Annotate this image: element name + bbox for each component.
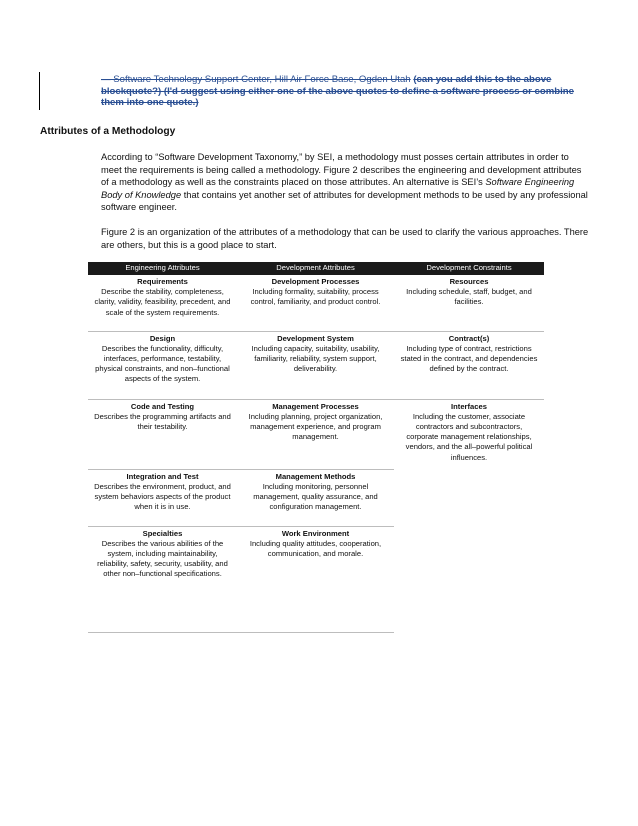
cell-title: Contract(s) — [448, 333, 490, 343]
table-cell — [237, 526, 394, 632]
cell-desc: Describes the functionality, difficulty, interfaces, performance, testability, physical constraints, and non–functional aspects of the system. — [95, 343, 230, 384]
quote-attribution: — Software Technology Support Center, Hill Air Force Base, Ogden Utah — [101, 74, 411, 85]
cell-title: Work Environment — [281, 528, 350, 538]
header-engineering-attributes: Engineering Attributes — [88, 262, 237, 275]
header-development-constraints: Development Constraints — [394, 262, 544, 275]
cell-title: Code and Testing — [130, 401, 195, 411]
paragraph-figure2: Figure 2 is an organization of the attributes of a methodology that can be used to clarify the various approaches. There are others, but this is a good place to start. — [101, 227, 589, 250]
cell-title: Resources — [449, 277, 489, 286]
cell-desc: Including the customer, associate contractors and subcontractors, corporate management relationships, vendors, and the all–powerful political influences. — [405, 411, 533, 462]
table-cell — [88, 331, 237, 399]
cell-title: Design — [149, 333, 176, 343]
cell-desc: Including schedule, staff, budget, and facilities. — [406, 287, 532, 307]
cell-title: Specialties — [142, 528, 183, 538]
table-cell — [88, 526, 237, 632]
table-row — [88, 399, 544, 469]
table-cell-empty — [394, 526, 544, 632]
table-row — [88, 331, 544, 399]
cell-desc: Describes the environment, product, and system behaviors aspects of the product when it is in use. — [94, 481, 231, 512]
table-cell — [394, 331, 544, 399]
table-header-row — [88, 262, 544, 275]
cell-title: Integration and Test — [126, 471, 199, 481]
table-cell — [88, 469, 237, 526]
cell-title: Development System — [277, 333, 354, 343]
cell-desc: Including quality attitudes, cooperation, communication, and morale. — [249, 538, 382, 558]
table-cell — [237, 469, 394, 526]
table-row — [88, 469, 544, 526]
table-cell — [88, 275, 237, 331]
paragraph-text: According to “Software Development Taxonomy,” by SEI, a methodology must posses certain attributes in order to meet the requirements is being called a methodology. Figure 2 describes the engineering and development attributes of a methodology as well as the constraints placed on those attributes. An alternative is SEI’s — [101, 152, 582, 188]
cell-title: Interfaces — [451, 401, 487, 411]
cell-desc: Including type of contract, restrictions stated in the contract, and dependencies defined by the contract. — [400, 343, 538, 374]
section-heading: Attributes of a Methodology — [40, 126, 176, 137]
blockquote-attribution — [101, 74, 591, 109]
cell-desc: Including capacity, suitability, usability, familiarity, reliability, system support, deliverability. — [251, 343, 380, 374]
cell-desc: Including monitoring, personnel management, quality assurance, and configuration management. — [253, 481, 378, 512]
header-development-attributes: Development Attributes — [237, 262, 394, 275]
table-row — [88, 526, 544, 632]
table-cell — [88, 399, 237, 469]
table-cell — [237, 399, 394, 469]
paragraph-text-end: that contains yet another set of attributes for development methods to be used by any professional software engineer. — [101, 189, 588, 213]
cell-desc: Including planning, project organization, management experience, and program management. — [248, 411, 383, 442]
table-cell — [237, 275, 394, 331]
cell-title: Requirements — [137, 277, 188, 286]
table-cell — [394, 275, 544, 331]
table-cell-empty — [394, 469, 544, 526]
cell-title: Development Processes — [271, 277, 360, 286]
cell-desc: Describes the various abilities of the system, including maintainability, reliability, safety, security, usability, and other non–functional specifications. — [97, 538, 228, 579]
table-cell — [237, 331, 394, 399]
cell-desc: Describes the programming artifacts and their testability. — [94, 411, 231, 431]
cell-desc: Describe the stability, completeness, clarity, validity, feasibility, precedent, and scale of the system requirements. — [94, 287, 231, 317]
paragraph-italic-title: Software Engineering Body of Knowledge — [101, 177, 575, 200]
editor-comment: (can you add this to the above blockquote?) (I'd suggest using either one of the above quotes to define a software process or combine them into one quote.) — [101, 74, 574, 109]
cell-title: Management Processes — [272, 401, 359, 411]
cell-title: Management Methods — [275, 471, 356, 481]
cell-desc: Including formality, suitability, process control, familiarity, and product control. — [250, 287, 381, 307]
revision-change-bar — [39, 72, 40, 110]
attributes-table — [88, 262, 544, 633]
table-row — [88, 275, 544, 331]
table-cell — [394, 399, 544, 469]
paragraph-taxonomy — [101, 151, 591, 214]
